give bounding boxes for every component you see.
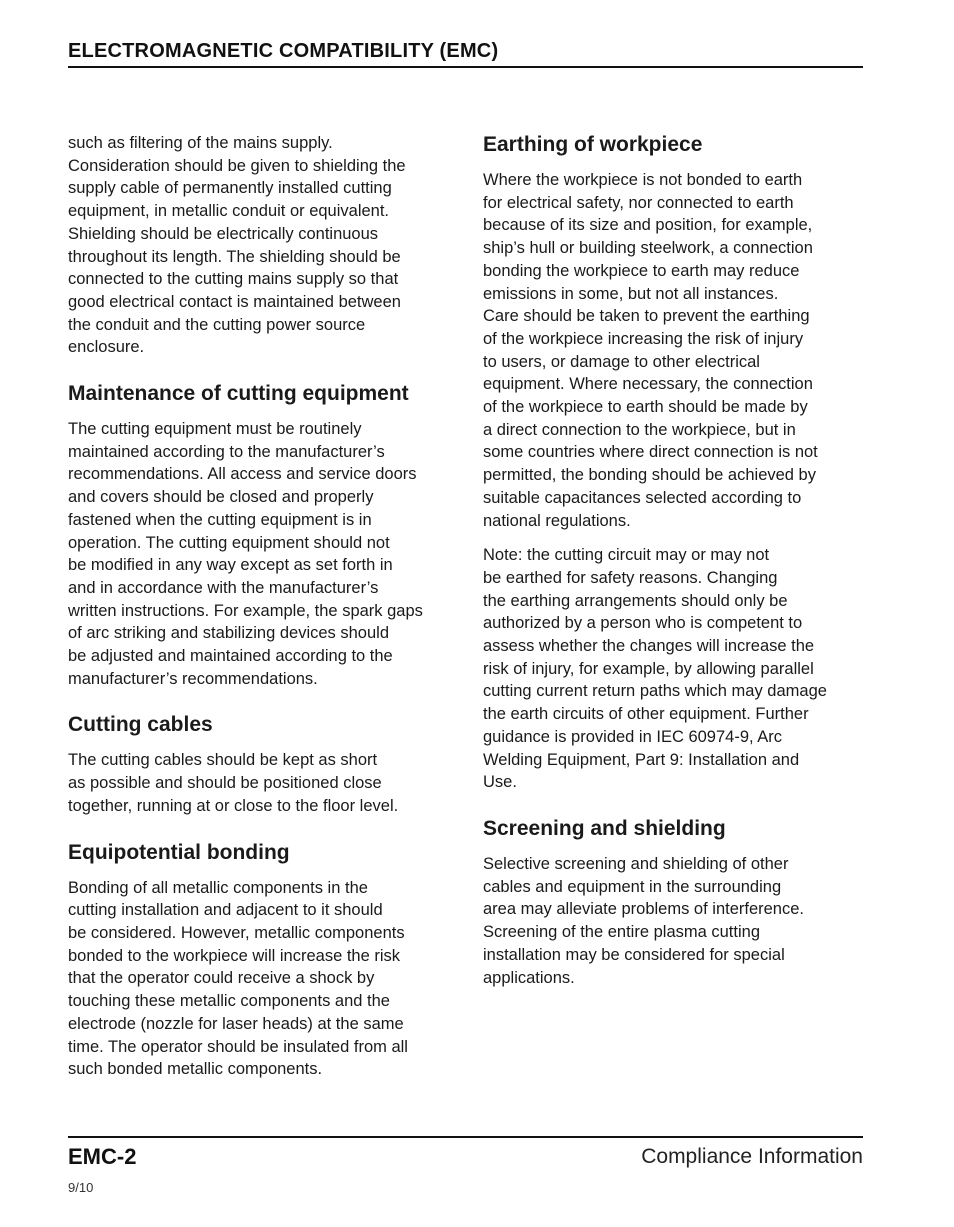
- screening-heading: Screening and shielding: [483, 816, 726, 840]
- footer-section-title: Compliance Information: [641, 1145, 863, 1168]
- cables-heading: Cutting cables: [68, 713, 213, 737]
- header-divider: [68, 66, 863, 68]
- maintenance-paragraph: The cutting equipment must be routinely maintained according to the manufacturer’s recommendations. All access and service doors and covers should be closed and properly fastened when the cutting equipment is in operation. The cutting equipment should not be modified in any way except as set forth in and in accordance with the manufacturer’s written instructions. For example, the spark gaps of arc striking and stabilizing devices should be adjusted and maintained according to the manufacturer’s recommendations.: [68, 420, 423, 688]
- footer-divider: [68, 1136, 863, 1138]
- maintenance-heading: Maintenance of cutting equipment: [68, 382, 409, 406]
- earthing-heading: Earthing of workpiece: [483, 133, 703, 156]
- intro-paragraph: such as filtering of the mains supply. Consideration should be given to shielding the supply cable of permanently installed cutting equipment, in metallic conduit or equivalent. Shielding should be electrically continuous throughout its length. The shielding should be connected to the cutting mains supply so that good electrical contact is maintained between the conduit and the cutting power source enclosure.: [68, 134, 406, 357]
- bonding-paragraph: Bonding of all metallic components in the cutting installation and adjacent to it should be considered. However, metallic components bonded to the workpiece will increase the risk that the operator could receive a shock by touching these metallic components and the electrode (nozzle for laser heads) at the same time. The operator should be insulated from all such bonded metallic components.: [68, 878, 408, 1079]
- right-column: [483, 132, 868, 1001]
- note-paragraph: Note: the cutting circuit may or may not be earthed for safety reasons. Changing the earthing arrangements should only be authorized by a person who is competent to assess whether the changes will increase the risk of injury, for example, by allowing parallel cutting current return paths which may damage the earth circuits of other equipment. Further guidance is provided in IEC 60974-9, Arc Welding Equipment, Part 9: Installation and Use.: [483, 546, 827, 792]
- page-header-title: ELECTROMAGNETIC COMPATIBILITY (EMC): [68, 40, 499, 62]
- cables-paragraph: The cutting cables should be kept as short as possible and should be positioned close together, running at or close to the floor level.: [68, 751, 399, 815]
- page-number: EMC-2: [68, 1144, 137, 1169]
- bonding-heading: Equipotential bonding: [68, 840, 290, 864]
- screening-paragraph: Selective screening and shielding of other cables and equipment in the surrounding area may alleviate problems of interference. Screening of the entire plasma cutting installation may be considered for special applications.: [483, 854, 804, 987]
- earthing-paragraph: Where the workpiece is not bonded to earth for electrical safety, nor connected to earth because of its size and position, for example, ship’s hull or building steelwork, a connection bonding the workpiece to earth may reduce emissions in some, but not all instances. Care should be taken to prevent the earthing of the workpiece increasing the risk of injury to users, or damage to other electrical equipment. Where necessary, the connection of the workpiece to earth should be made by a direct connection to the workpiece, but in some countries where direct connection is not permitted, the bonding should be achieved by suitable capacitances selected according to national regulations.: [483, 171, 818, 530]
- date-code: 9/10: [68, 1180, 94, 1195]
- left-column: [68, 132, 453, 1093]
